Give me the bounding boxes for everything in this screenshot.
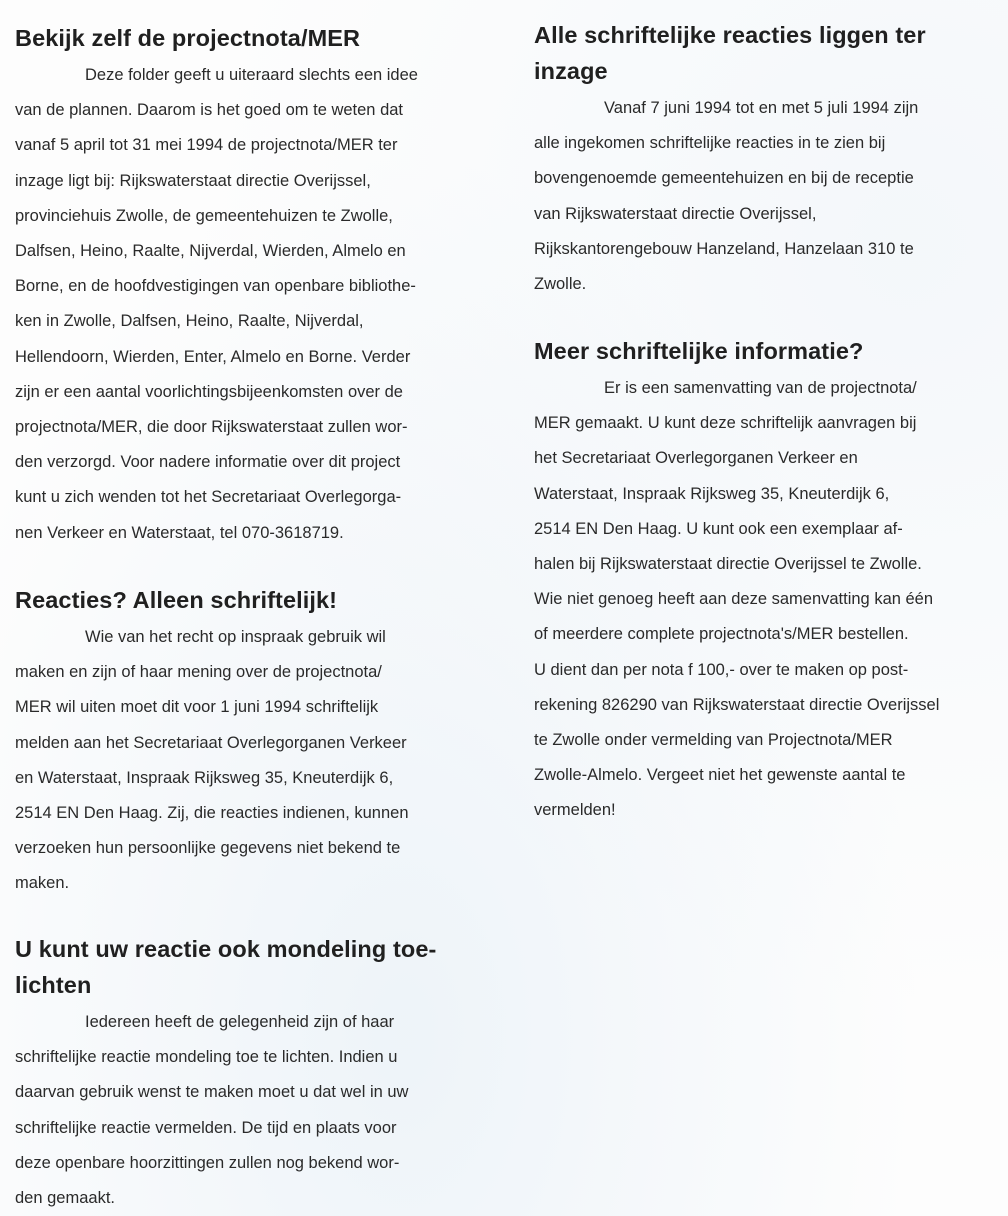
body-line: Rijkskantorengebouw Hanzeland, Hanzelaan 310 te xyxy=(534,239,914,258)
section-body xyxy=(15,58,485,551)
body-line: inzage ligt bij: Rijkswaterstaat directie Overijssel, xyxy=(15,171,371,190)
body-line: te Zwolle onder vermelding van Projectnota/MER xyxy=(534,731,893,750)
body-line: vanaf 5 april tot 31 mei 1994 de projectnota/MER ter xyxy=(15,136,398,155)
body-line: Wie niet genoeg heeft aan deze samenvatting kan één xyxy=(534,590,934,609)
section-mondeling xyxy=(15,931,485,1216)
body-line: daarvan gebruik wenst te maken moet u dat wel in uw xyxy=(15,1083,409,1102)
body-line: den gemaakt. xyxy=(15,1189,115,1208)
section-reacties xyxy=(15,582,485,902)
body-line: Waterstaat, Inspraak Rijksweg 35, Kneuterdijk 6, xyxy=(534,484,890,503)
section-heading: Alle schriftelijke reacties liggen ter inzage xyxy=(534,22,926,84)
body-line: van Rijkswaterstaat directie Overijssel, xyxy=(534,204,817,223)
body-line: halen bij Rijkswaterstaat directie Overijssel te Zwolle. xyxy=(534,555,922,574)
section-heading: Bekijk zelf de projectnota/MER xyxy=(15,25,361,51)
body-line: verzoeken hun persoonlijke gegevens niet bekend te xyxy=(15,839,401,858)
body-line: melden aan het Secretariaat Overlegorganen Verkeer xyxy=(15,733,407,752)
body-line: Vanaf 7 juni 1994 tot en met 5 juli 1994 zijn xyxy=(604,99,919,117)
body-line: zijn er een aantal voorlichtingsbijeenkomsten over de xyxy=(15,382,403,401)
body-line: Er is een samenvatting van de projectnota/ xyxy=(604,379,917,397)
section-inzage xyxy=(534,17,994,302)
body-line: provinciehuis Zwolle, de gemeentehuizen te Zwolle, xyxy=(15,206,393,225)
body-line: het Secretariaat Overlegorganen Verkeer en xyxy=(534,449,858,468)
body-line: den verzorgd. Voor nadere informatie over dit project xyxy=(15,453,401,472)
body-line: Zwolle-Almelo. Vergeet niet het gewenste aantal te xyxy=(534,766,906,785)
body-line: maken. xyxy=(15,874,70,893)
body-line: Wie van het recht op inspraak gebruik wil xyxy=(85,628,386,646)
body-line: nen Verkeer en Waterstaat, tel 070-3618719. xyxy=(15,523,344,542)
body-line: van de plannen. Daarom is het goed om te weten dat xyxy=(15,101,403,120)
section-heading: U kunt uw reactie ook mondeling toe- lichten xyxy=(15,936,437,998)
body-line: 2514 EN Den Haag. U kunt ook een exemplaar af- xyxy=(534,519,903,538)
body-line: Hellendoorn, Wierden, Enter, Almelo en Borne. Verder xyxy=(15,347,411,366)
body-line: Dalfsen, Heino, Raalte, Nijverdal, Wierden, Almelo en xyxy=(15,242,406,261)
section-body xyxy=(15,620,485,902)
body-line: MER wil uiten moet dit voor 1 juni 1994 schriftelijk xyxy=(15,698,379,717)
body-line: MER gemaakt. U kunt deze schriftelijk aanvragen bij xyxy=(534,414,917,433)
body-line: schriftelijke reactie mondeling toe te lichten. Indien u xyxy=(15,1048,398,1067)
section-body xyxy=(534,371,994,829)
section-meer-informatie xyxy=(534,333,994,829)
section-heading: Meer schriftelijke informatie? xyxy=(534,338,864,364)
body-line: projectnota/MER, die door Rijkswaterstaat zullen wor- xyxy=(15,418,408,437)
body-line: of meerdere complete projectnota's/MER bestellen. xyxy=(534,625,909,644)
body-line: Borne, en de hoofdvestigingen van openbare bibliothe- xyxy=(15,277,416,296)
body-line: rekening 826290 van Rijkswaterstaat directie Overijssel xyxy=(534,695,940,714)
body-line: en Waterstaat, Inspraak Rijksweg 35, Kneuterdijk 6, xyxy=(15,768,394,787)
section-heading: Reacties? Alleen schriftelijk! xyxy=(15,587,338,613)
body-line: deze openbare hoorzittingen zullen nog bekend wor- xyxy=(15,1153,400,1172)
body-line: kunt u zich wenden tot het Secretariaat Overlegorga- xyxy=(15,488,402,507)
body-line: Deze folder geeft u uiteraard slechts een idee xyxy=(85,66,418,84)
section-projectnota xyxy=(15,20,485,551)
body-line: bovengenoemde gemeentehuizen en bij de receptie xyxy=(534,169,914,188)
body-line: vermelden! xyxy=(534,801,616,820)
body-line: schriftelijke reactie vermelden. De tijd en plaats voor xyxy=(15,1118,397,1137)
body-line: 2514 EN Den Haag. Zij, die reacties indienen, kunnen xyxy=(15,804,409,823)
body-line: U dient dan per nota f 100,- over te maken op post- xyxy=(534,660,909,679)
body-line: Zwolle. xyxy=(534,275,587,294)
body-line: Iedereen heeft de gelegenheid zijn of haar xyxy=(85,1013,395,1031)
body-line: ken in Zwolle, Dalfsen, Heino, Raalte, Nijverdal, xyxy=(15,312,364,331)
section-body xyxy=(534,91,994,302)
section-body xyxy=(15,1005,485,1216)
body-line: alle ingekomen schriftelijke reacties in te zien bij xyxy=(534,134,886,153)
body-line: maken en zijn of haar mening over de projectnota/ xyxy=(15,663,382,682)
